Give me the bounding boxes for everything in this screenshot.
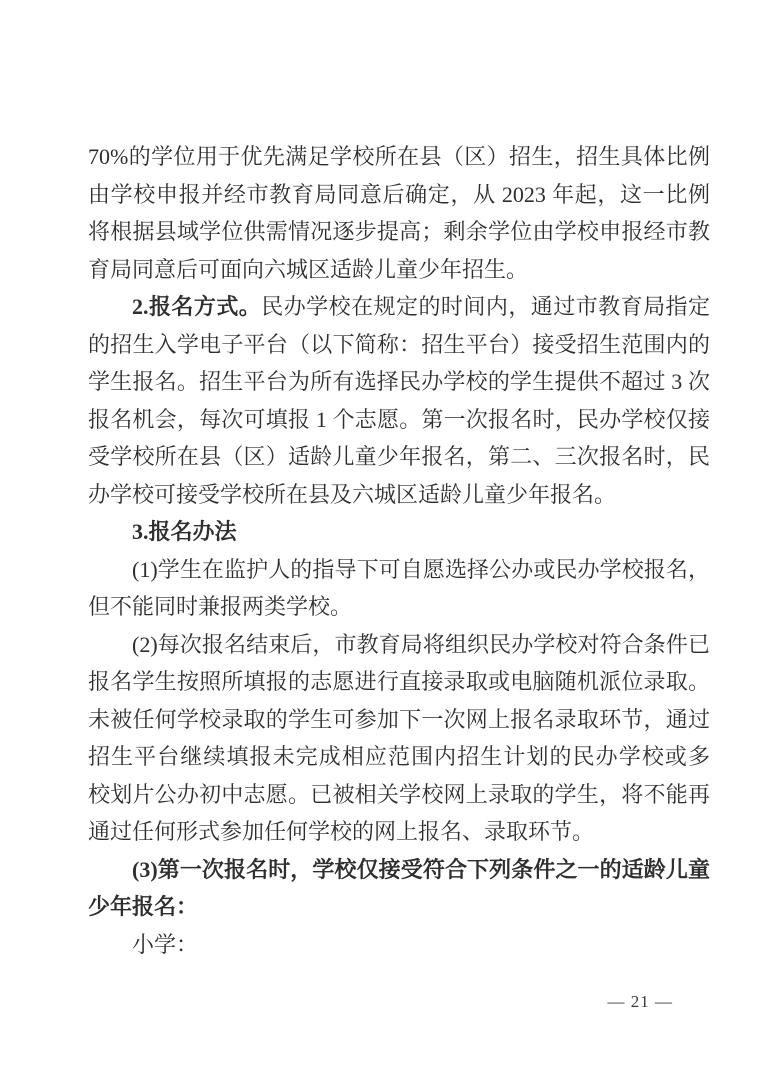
text-line	[88, 438, 710, 476]
body-text-segment: 校划片公办初中志愿。已被相关学校网上录取的学生，将不能再	[88, 781, 710, 807]
text-line	[88, 663, 710, 701]
text-line	[88, 401, 710, 439]
text-line	[88, 251, 710, 289]
body-text-segment: 通过任何形式参加任何学校的网上报名、录取环节。	[88, 819, 595, 844]
body-text-segment: 70%的学位用于优先满足学校所在县（区）招生，招生具体比例	[88, 144, 710, 169]
document-body	[88, 138, 710, 963]
body-text-segment: 育局同意后可面向六城区适龄儿童少年招生。	[88, 256, 529, 282]
body-text-segment: 的招生入学电子平台（以下简称：招生平台）接受招生范围内的	[88, 331, 710, 357]
text-line	[88, 626, 710, 664]
text-line	[88, 888, 710, 926]
body-text-segment: 小学：	[132, 931, 199, 957]
text-line	[88, 551, 710, 589]
text-line	[88, 813, 710, 851]
bold-text-segment: 少年报名：	[88, 894, 199, 919]
body-text-segment: 办学校可接受学校所在县及六城区适龄儿童少年报名。	[88, 481, 617, 507]
bold-text-segment: (3)第一次报名时，学校仅接受符合下列条件之一的适龄儿童	[132, 856, 710, 882]
text-line	[88, 363, 710, 401]
body-text-segment: 由学校申报并经市教育局同意后确定，从 2023 年起，这一比例	[88, 181, 710, 207]
page-number: — 21 —	[607, 992, 673, 1011]
text-line	[88, 776, 710, 814]
text-line	[88, 513, 710, 551]
body-text-segment: 招生平台继续填报未完成相应范围内招生计划的民办学校或多	[88, 744, 710, 769]
bold-text-segment: 3.报名办法	[132, 519, 237, 544]
text-line	[88, 476, 710, 514]
text-line	[88, 851, 710, 889]
text-line	[88, 138, 710, 176]
body-text-segment: 报名学生按照所填报的志愿进行直接录取或电脑随机派位录取。	[88, 669, 710, 694]
body-text-segment: (1)学生在监护人的指导下可自愿选择公办或民办学校报名，	[132, 556, 710, 582]
body-text-segment: 但不能同时兼报两类学校。	[88, 594, 353, 619]
bold-text-segment: 2.报名方式。	[132, 294, 262, 319]
text-line	[88, 326, 710, 364]
text-line	[88, 176, 710, 214]
body-text-segment: 未被任何学校录取的学生可参加下一次网上报名录取环节，通过	[88, 706, 710, 732]
text-line	[88, 926, 710, 964]
text-line	[88, 701, 710, 739]
text-line	[88, 213, 710, 251]
body-text-segment: 报名机会，每次可填报 1 个志愿。第一次报名时，民办学校仅接	[88, 406, 710, 432]
text-line	[88, 588, 710, 626]
body-text-segment: (2)每次报名结束后，市教育局将组织民办学校对符合条件已	[132, 631, 710, 657]
body-text-segment: 学生报名。招生平台为所有选择民办学校的学生提供不超过 3 次	[88, 369, 710, 394]
text-line	[88, 738, 710, 776]
text-line	[88, 288, 710, 326]
body-text-segment: 受学校所在县（区）适龄儿童少年报名，第二、三次报名时，民	[88, 444, 710, 469]
body-text-segment: 民办学校在规定的时间内，通过市教育局指定	[261, 294, 710, 319]
body-text-segment: 将根据县域学位供需情况逐步提高；剩余学位由学校申报经市教	[88, 219, 710, 244]
